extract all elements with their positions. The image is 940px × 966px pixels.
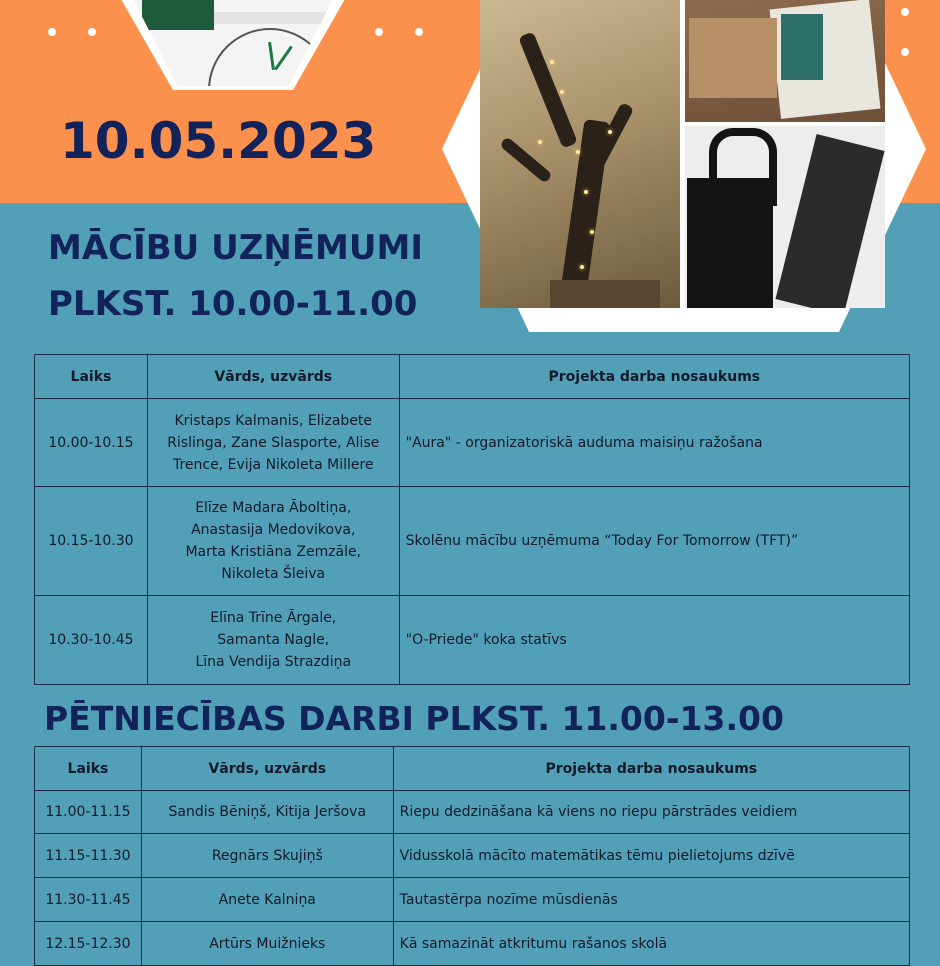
fairy-light bbox=[538, 140, 542, 144]
column-header-project: Projekta darba nosaukums bbox=[399, 355, 909, 399]
decor-dot bbox=[375, 28, 383, 36]
row-names bbox=[147, 596, 399, 685]
row-project-title: Skolēnu mācību uzņēmuma “Today For Tomorrow (TFT)” bbox=[399, 487, 909, 596]
table-row bbox=[35, 878, 910, 922]
table-row bbox=[35, 834, 910, 878]
section2-title: PĒTNIECĪBAS DARBI PLKST. 11.00-13.00 bbox=[44, 699, 784, 738]
table-row bbox=[35, 596, 910, 685]
decor-dot bbox=[48, 28, 56, 36]
column-header-project: Projekta darba nosaukums bbox=[393, 747, 909, 791]
decor-dot bbox=[901, 8, 909, 16]
name-line: Elīze Madara Āboltiņa, bbox=[195, 500, 352, 516]
row-project-title: "Aura" - organizatoriskā auduma maisiņu ražošana bbox=[399, 399, 909, 487]
row-names: Anete Kalniņa bbox=[141, 878, 393, 922]
fairy-light bbox=[550, 60, 554, 64]
decor-dot bbox=[901, 48, 909, 56]
kraft-packaging-photo bbox=[685, 0, 885, 122]
decor-dot bbox=[88, 28, 96, 36]
column-header-time: Laiks bbox=[35, 747, 142, 791]
section1-title-line1: MĀCĪBU UZŅĒMUMI bbox=[48, 228, 423, 268]
row-names bbox=[147, 399, 399, 487]
row-names bbox=[147, 487, 399, 596]
row-time: 10.00-10.15 bbox=[35, 399, 148, 487]
green-logo-card bbox=[142, 0, 214, 30]
training-companies-table bbox=[34, 354, 910, 685]
row-names: Regnārs Skujiņš bbox=[141, 834, 393, 878]
fairy-light bbox=[580, 265, 584, 269]
name-line: Samanta Nagle, bbox=[217, 632, 330, 648]
table-row bbox=[35, 487, 910, 596]
section1-title-line2: PLKST. 10.00-11.00 bbox=[48, 284, 418, 324]
decor-dot bbox=[415, 28, 423, 36]
row-time: 10.30-10.45 bbox=[35, 596, 148, 685]
name-line: Trence, Evija Nikoleta Millere bbox=[172, 456, 374, 473]
fairy-light bbox=[590, 230, 594, 234]
event-date: 10.05.2023 bbox=[60, 112, 377, 170]
name-line: Nikoleta Šleiva bbox=[221, 566, 326, 582]
row-project-title: Riepu dedzināšana kā viens no riepu pārstrādes veidiem bbox=[393, 791, 909, 834]
fairy-light bbox=[576, 150, 580, 154]
row-names: Sandis Bēniņš, Kitija Jeršova bbox=[141, 791, 393, 834]
table-row bbox=[35, 922, 910, 966]
row-project-title: Kā samazināt atkritumu rašanos skolā bbox=[393, 922, 909, 966]
name-line: Rislinga, Zane Slasporte, Alise bbox=[167, 434, 380, 451]
black-tote-bag-folded bbox=[775, 134, 884, 308]
row-time: 12.15-12.30 bbox=[35, 922, 142, 966]
name-line: Marta Kristiāna Zemzāle, bbox=[185, 544, 362, 560]
tree-branch bbox=[499, 136, 553, 184]
row-names: Artūrs Muižnieks bbox=[141, 922, 393, 966]
kraft-envelope bbox=[689, 18, 777, 98]
wood-base bbox=[550, 280, 660, 308]
row-time: 11.00-11.15 bbox=[35, 791, 142, 834]
row-project-title: Tautastērpa nozīme mūsdienās bbox=[393, 878, 909, 922]
name-line: Elīna Trīne Ārgale, bbox=[210, 610, 337, 626]
tree-branch bbox=[518, 31, 578, 148]
research-works-table bbox=[34, 746, 910, 966]
info-card bbox=[781, 14, 823, 80]
fairy-light bbox=[608, 130, 612, 134]
row-time: 11.15-11.30 bbox=[35, 834, 142, 878]
table-header-row bbox=[35, 355, 910, 399]
name-line: Kristaps Kalmanis, Elizabete bbox=[174, 412, 373, 429]
column-header-time: Laiks bbox=[35, 355, 148, 399]
table-row bbox=[35, 791, 910, 834]
tote-bags-photo bbox=[685, 126, 885, 308]
row-project-title: Vidusskolā mācīto matemātikas tēmu pielietojums dzīvē bbox=[393, 834, 909, 878]
black-tote-bag bbox=[687, 178, 773, 308]
name-line: Anastasija Medovikova, bbox=[191, 522, 356, 538]
fairy-light bbox=[560, 90, 564, 94]
name-line: Līna Vendija Strazdiņa bbox=[195, 654, 352, 670]
row-time: 10.15-10.30 bbox=[35, 487, 148, 596]
table-header-row bbox=[35, 747, 910, 791]
grey-band bbox=[214, 12, 336, 24]
table-row bbox=[35, 399, 910, 487]
fairy-light bbox=[584, 190, 588, 194]
column-header-names: Vārds, uzvārds bbox=[141, 747, 393, 791]
tree-stand-photo bbox=[480, 0, 680, 308]
row-project-title: "O-Priede" koka statīvs bbox=[399, 596, 909, 685]
column-header-names: Vārds, uzvārds bbox=[147, 355, 399, 399]
row-time: 11.30-11.45 bbox=[35, 878, 142, 922]
